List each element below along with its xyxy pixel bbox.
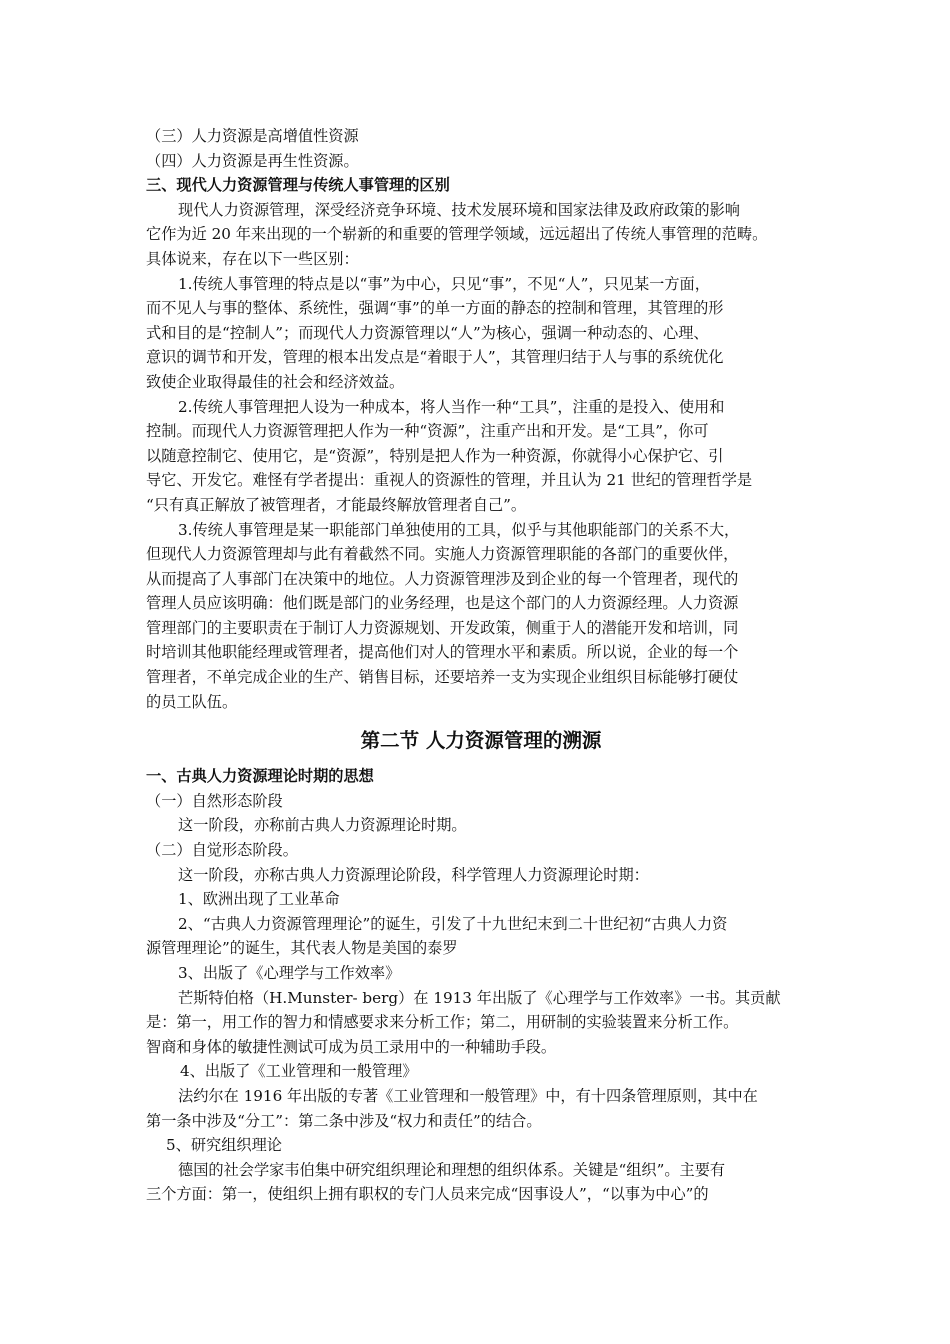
text-line: 芒斯特伯格（H.Munster- berg）在 1913 年出版了《心理学与工作效率》一书。其贡献 [178, 988, 781, 1007]
text-line: 意识的调节和开发，管理的根本出发点是“着眼于人”，其管理归结于人与事的系统优化 [146, 348, 724, 367]
section-3-body [146, 124, 816, 714]
text-line: 式和目的是“控制人”；而现代人力资源管理以“人”为核心，强调一种动态的、心理、 [146, 323, 709, 342]
text-line: 第一条中涉及“分工”：第二条中涉及“权力和责任”的结合。 [146, 1111, 542, 1130]
section-heading: 一、古典人力资源理论时期的思想 [146, 767, 374, 786]
text-line: 致使企业取得最佳的社会和经济效益。 [146, 372, 405, 391]
text-line: 以随意控制它、使用它，是“资源”，特别是把人作为一种资源，你就得小心保护它、引 [146, 446, 724, 465]
text-line: 4、出版了《工业管理和一般管理》 [180, 1062, 418, 1081]
text-line: （三）人力资源是高增值性资源 [146, 127, 359, 145]
text-line: 但现代人力资源管理却与此有着截然不同。实施人力资源管理职能的各部门的重要伙伴， [146, 545, 739, 564]
text-line: 现代人力资源管理，深受经济竞争环境、技术发展环境和国家法律及政府政策的影响 [178, 200, 740, 219]
text-line: 3、出版了《心理学与工作效率》 [178, 964, 401, 982]
text-line: 2.传统人事管理把人设为一种成本，将人当作一种“工具”，注重的是投入、使用和 [178, 397, 725, 416]
text-line: 5、研究组织理论 [166, 1136, 282, 1155]
text-line: 管理部门的主要职责在于制订人力资源规划、开发政策，侧重于人的潜能开发和培训，同 [146, 618, 739, 637]
text-line: 智商和身体的敏捷性测试可成为员工录用中的一种辅助手段。 [146, 1037, 557, 1056]
document-page [146, 124, 816, 1207]
section-heading: 三、现代人力资源管理与传统人事管理的区别 [146, 176, 450, 195]
text-line: （一）自然形态阶段 [146, 791, 283, 810]
text-line: 1、欧洲出现了工业革命 [178, 890, 340, 909]
text-line: 它作为近 20 年来出现的一个崭新的和重要的管理学领域，远远超出了传统人事管理的范畴。 [146, 225, 768, 244]
text-line: 导它、开发它。难怪有学者提出：重视人的资源性的管理，并且认为 21 世纪的管理哲学是 [146, 471, 753, 490]
text-line: 控制。而现代人力资源管理把人作为一种“资源”，注重产出和开发。是“工具”，你可 [146, 422, 709, 441]
section-2-body [146, 764, 816, 1207]
text-line: 德国的社会学家韦伯集中研究组织理论和理想的组织体系。关键是“组织”。主要有 [178, 1160, 726, 1179]
text-line: 3.传统人事管理是某一职能部门单独使用的工具，似乎与其他职能部门的关系不大， [178, 520, 740, 539]
text-line: 2、“古典人力资源管理理论”的诞生，引发了十九世纪末到二十世纪初“古典人力资 [178, 914, 728, 933]
text-line: 而不见人与事的整体、系统性，强调“事”的单一方面的静态的控制和管理，其管理的形 [146, 299, 724, 318]
text-line: 这一阶段，亦称古典人力资源理论阶段，科学管理人力资源理论时期： [178, 865, 649, 884]
text-line: “只有真正解放了被管理者，才能最终解放管理者自己”。 [146, 495, 527, 514]
text-line: 源管理理论”的诞生，其代表人物是美国的泰罗 [146, 939, 458, 958]
text-line: 1.传统人事管理的特点是以“事”为中心，只见“事”，不见“人”，只见某一方面， [178, 274, 710, 293]
text-line: 法约尔在 1916 年出版的专著《工业管理和一般管理》中，有十四条管理原则，其中在 [178, 1086, 758, 1105]
text-line: 的员工队伍。 [146, 692, 238, 711]
text-line: 具体说来，存在以下一些区别： [146, 249, 359, 268]
text-line: （四）人力资源是再生性资源。 [146, 151, 359, 170]
text-line: 从而提高了人事部门在决策中的地位。人力资源管理涉及到企业的每一个管理者，现代的 [146, 569, 739, 588]
text-line: 时培训其他职能经理或管理者，提高他们对人的管理水平和素质。所以说，企业的每一个 [146, 643, 739, 662]
text-line: （二）自觉形态阶段。 [146, 841, 298, 860]
text-line: 是：第一，用工作的智力和情感要求来分析工作；第二，用研制的实验装置来分析工作。 [146, 1013, 739, 1032]
text-line: 管理者，不单完成企业的生产、销售目标，还要培养一支为实现企业组织目标能够打硬仗 [146, 668, 739, 687]
text-line: 管理人员应该明确：他们既是部门的业务经理，也是这个部门的人力资源经理。人力资源 [146, 594, 739, 613]
chapter-title: 第二节 人力资源管理的溯源 [360, 729, 602, 753]
text-line: 三个方面：第一，使组织上拥有职权的专门人员来完成“因事设人”，“以事为中心”的 [146, 1185, 709, 1204]
text-line: 这一阶段，亦称前古典人力资源理论时期。 [178, 816, 467, 835]
